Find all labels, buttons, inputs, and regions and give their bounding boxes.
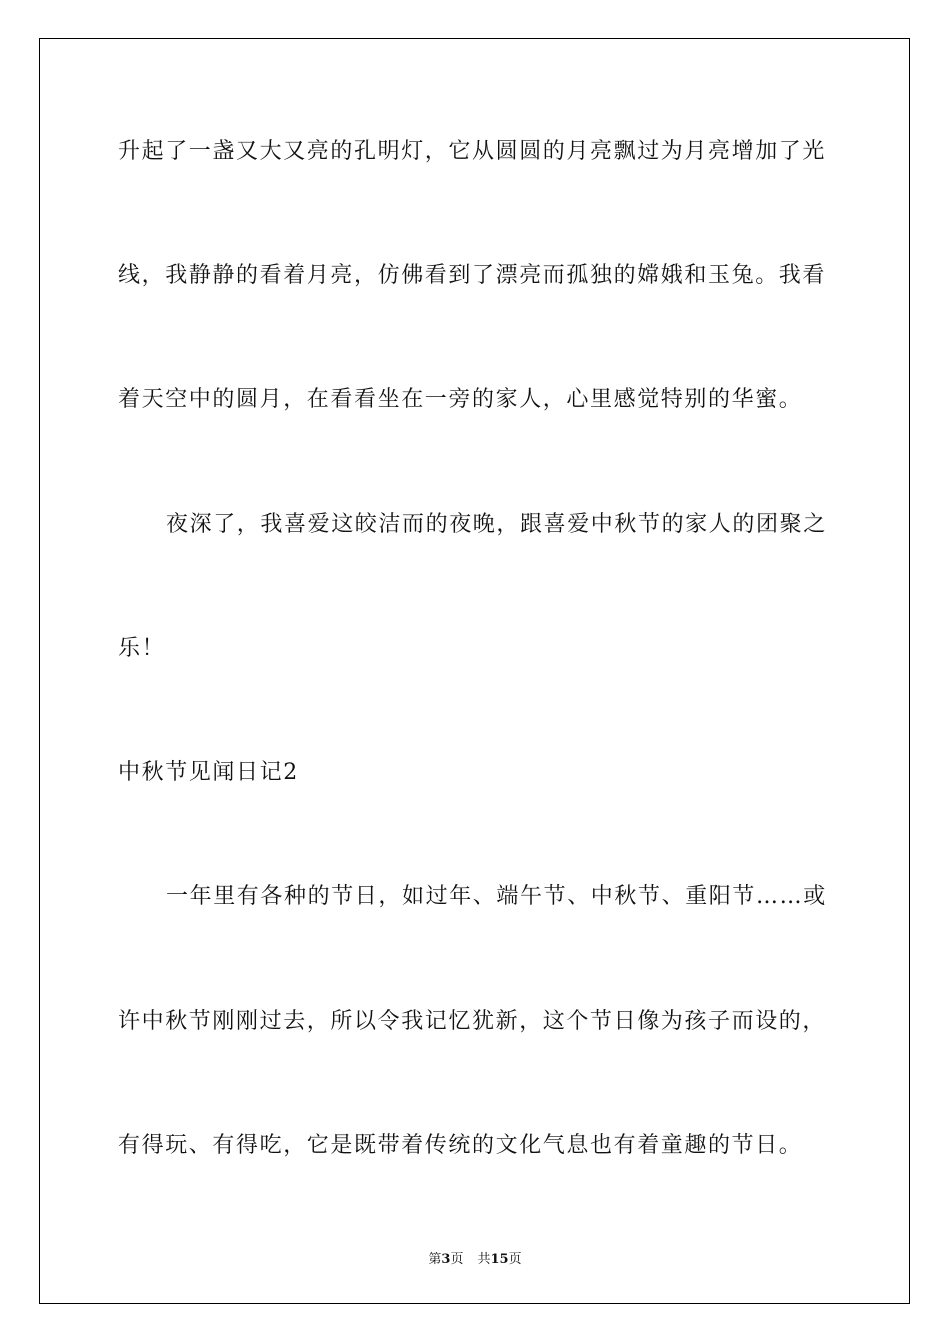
footer-total-suffix: 页 [508, 1252, 522, 1267]
text-line-5: 乐！ [118, 636, 166, 661]
footer-total-prefix: 共 [477, 1252, 491, 1267]
text-line-4: 夜深了，我喜爱这皎洁而的夜晚，跟喜爱中秋节的家人的团聚之 [166, 512, 827, 537]
page-border [39, 38, 910, 1304]
text-line-3: 着天空中的圆月，在看看坐在一旁的家人，心里感觉特别的华蜜。 [118, 387, 803, 412]
footer-page-total: 15 [490, 1252, 509, 1267]
text-line-2: 线，我静静的看着月亮，仿佛看到了漂亮而孤独的嫦娥和玉兔。我看 [118, 263, 827, 288]
footer-page-suffix: 页 [450, 1252, 464, 1267]
footer-page-current: 3 [441, 1252, 451, 1267]
text-line-1: 升起了一盏又大又亮的孔明灯，它从圆圆的月亮飘过为月亮增加了光 [118, 139, 827, 164]
section-heading: 中秋节见闻日记2 [118, 760, 299, 785]
page-footer [0, 1248, 950, 1267]
text-line-7: 许中秋节刚刚过去，所以令我记忆犹新，这个节日像为孩子而设的， [118, 1009, 827, 1034]
text-line-6: 一年里有各种的节日，如过年、端午节、中秋节、重阳节……或 [166, 884, 827, 909]
footer-page-prefix: 第 [428, 1252, 442, 1267]
text-line-8: 有得玩、有得吃，它是既带着传统的文化气息也有着童趣的节日。 [118, 1133, 803, 1158]
